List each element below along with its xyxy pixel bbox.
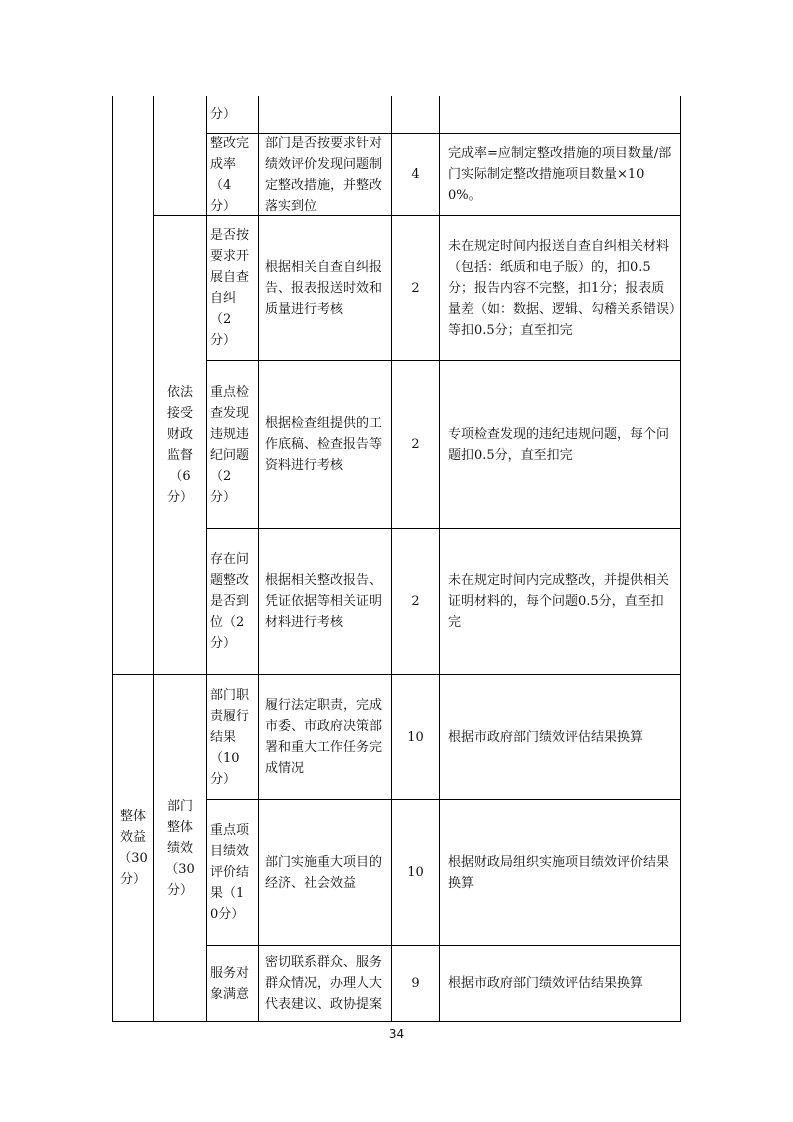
table-row [207, 946, 258, 1021]
table-row [207, 800, 258, 945]
method-text: 未在规定时间内报送自查自纠相关材料（包括：纸质和电子版）的，扣0.5分；报告内容不完整，扣1分；报表质量差（如：数据、逻辑、勾稽关系错误）等扣0.5分；直至扣完 [448, 238, 676, 338]
score-text: 4 [411, 167, 420, 182]
table-row [207, 96, 258, 133]
method-cell [440, 134, 680, 215]
score-cell [392, 675, 439, 799]
indicator-cell: 存在问题整改是否到位（2分） [210, 552, 250, 651]
criteria-cell [259, 675, 391, 799]
table-border-bottom [112, 1021, 681, 1022]
level2-label: 依法接受财政监督（6分） [166, 385, 193, 505]
level2-cell [154, 216, 206, 674]
method-cell [440, 675, 680, 799]
table-row [207, 675, 258, 799]
method-text: 根据市政府部门绩效评估结果换算 [448, 976, 644, 991]
level1-cell [113, 675, 153, 1021]
score-cell [392, 216, 439, 360]
score-cell [392, 946, 439, 1021]
indicator-cell: 服务对象满意 [210, 965, 250, 1002]
page-number: 34 [388, 1027, 405, 1041]
indicator-cell: 是否按要求开展自查自纠（2分） [210, 228, 250, 348]
score-cell [392, 361, 439, 528]
method-cell [440, 946, 680, 1021]
criteria-cell [259, 529, 391, 674]
criteria-cell [259, 361, 391, 528]
score-cell [392, 529, 439, 674]
indicator-cell: 整改完成率（4分） [210, 135, 250, 214]
criteria-text: 部门是否按要求针对绩效评价发现问题制定整改措施，并整改落实到位 [265, 135, 383, 214]
criteria-text: 根据检查组提供的工作底稿、检查报告等资料进行考核 [265, 416, 383, 473]
criteria-text: 根据相关整改报告、凭证依据等相关证明材料进行考核 [265, 573, 383, 630]
score-text: 9 [411, 976, 420, 991]
method-cell [440, 800, 680, 945]
score-cell [392, 134, 439, 215]
score-text: 2 [411, 437, 420, 452]
method-cell [440, 216, 680, 360]
score-text: 2 [411, 280, 420, 296]
level1-label: 整体效益（30分） [118, 809, 148, 887]
table-row [207, 361, 258, 528]
table-row [207, 529, 258, 674]
table-row [207, 216, 258, 360]
indicator-cell: 分） [210, 107, 237, 122]
score-cell [392, 800, 439, 945]
criteria-cell [259, 216, 391, 360]
criteria-cell [259, 134, 391, 215]
method-text: 根据市政府部门绩效评估结果换算 [448, 729, 644, 745]
criteria-text: 履行法定职责，完成市委、市政府决策部署和重大工作任务完成情况 [265, 698, 383, 776]
method-text: 完成率=应制定整改措施的项目数量/部门实际制定整改措施项目数量×100%。 [448, 146, 672, 203]
criteria-text: 密切联系群众、服务群众情况，办理人大代表建议、政协提案 [265, 955, 383, 1012]
criteria-cell [259, 800, 391, 945]
score-text: 10 [407, 729, 424, 745]
method-cell [440, 529, 680, 674]
criteria-text: 根据相关自查自纠报告、报表报送时效和质量进行考核 [265, 259, 383, 317]
level2-cell [154, 675, 206, 1021]
method-text: 未在规定时间内完成整改，并提供相关证明材料的，每个问题0.5分，直至扣完 [448, 573, 670, 630]
method-text: 根据财政局组织实施项目绩效评价结果换算 [448, 854, 670, 891]
table-border-right [680, 96, 681, 1022]
score-text: 2 [411, 594, 420, 609]
level2-label: 部门整体绩效（30分） [165, 798, 195, 898]
indicator-cell: 重点检查发现违规违纪问题（2分） [210, 384, 250, 505]
method-cell [440, 361, 680, 528]
criteria-text: 部门实施重大项目的经济、社会效益 [265, 854, 383, 891]
indicator-cell: 部门职责履行结果（10分） [210, 687, 250, 787]
score-text: 10 [407, 865, 424, 880]
table-row [207, 134, 258, 215]
criteria-cell [259, 946, 391, 1021]
indicator-cell: 重点项目绩效评价结果（10分） [210, 823, 250, 922]
method-text: 专项检查发现的违纪违规问题，每个问题扣0.5分，直至扣完 [448, 426, 670, 463]
